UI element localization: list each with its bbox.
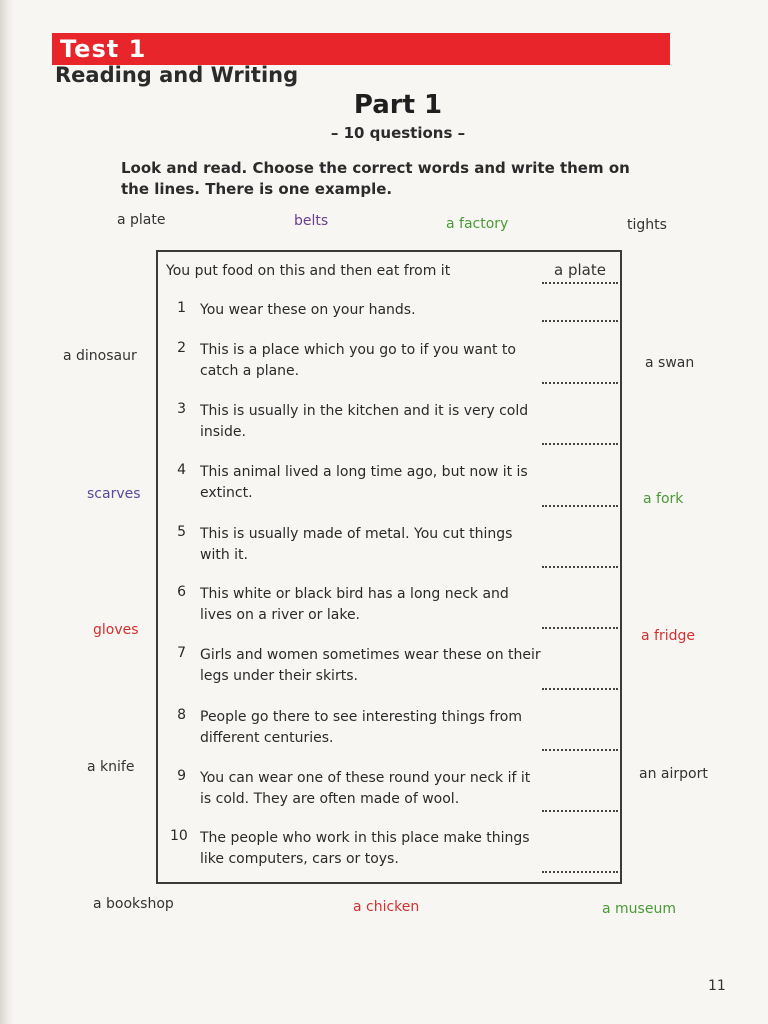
- question-text: You can wear one of these round your neck if it is cold. They are often made of wool.: [200, 770, 531, 807]
- word-bank-item: a swan: [645, 355, 695, 371]
- word-bank-item: scarves: [87, 486, 141, 502]
- question-number: 2: [177, 340, 186, 356]
- word-bank-item: tights: [627, 217, 667, 233]
- questions-box: [156, 250, 622, 884]
- question-text: People go there to see interesting things from different centuries.: [200, 709, 522, 746]
- answer-line[interactable]: [542, 566, 618, 568]
- question-text: This is usually in the kitchen and it is very cold inside.: [200, 403, 529, 440]
- answer-line[interactable]: [542, 443, 618, 445]
- answer-line[interactable]: [542, 749, 618, 751]
- word-bank-item: a knife: [87, 759, 135, 775]
- word-bank-item: a chicken: [353, 899, 420, 915]
- word-bank-item: a plate: [117, 212, 166, 228]
- answer-line[interactable]: [542, 627, 618, 629]
- question-number: 10: [170, 828, 188, 844]
- test-label: Test 1: [60, 35, 147, 63]
- answer-line[interactable]: [542, 871, 618, 873]
- question-number: 8: [177, 707, 186, 723]
- answer-line[interactable]: [542, 382, 618, 384]
- word-bank-item: a bookshop: [93, 896, 174, 912]
- answer-line[interactable]: [542, 505, 618, 507]
- word-bank-item: a factory: [446, 216, 509, 232]
- question-number: 3: [177, 401, 186, 417]
- section-title: Reading and Writing: [55, 63, 299, 87]
- word-bank-item: belts: [294, 213, 329, 229]
- test-banner: [52, 33, 670, 65]
- word-bank-item: a dinosaur: [63, 348, 137, 364]
- question-text: This is usually made of metal. You cut things with it.: [200, 526, 513, 563]
- question-text: You wear these on your hands.: [200, 302, 416, 318]
- question-number: 9: [177, 768, 186, 784]
- word-bank-item: a museum: [602, 901, 676, 917]
- page-edge: [0, 0, 14, 1024]
- question-number: 7: [177, 645, 186, 661]
- instructions: Look and read. Choose the correct words and write them on the lines. There is one example.: [121, 159, 630, 198]
- question-number: 4: [177, 462, 186, 478]
- question-number: 6: [177, 584, 186, 600]
- word-bank-item: a fork: [643, 491, 684, 507]
- part-title: Part 1: [353, 90, 443, 120]
- page-number: 11: [708, 978, 726, 994]
- word-bank-item: a fridge: [641, 628, 695, 644]
- word-bank-item: an airport: [639, 766, 708, 782]
- question-text: This white or black bird has a long neck and lives on a river or lake.: [200, 586, 509, 623]
- answer-line[interactable]: [542, 320, 618, 322]
- word-bank-item: gloves: [93, 622, 139, 638]
- question-number: 1: [177, 300, 186, 316]
- question-number: 5: [177, 524, 186, 540]
- question-text: This is a place which you go to if you want to catch a plane.: [200, 342, 516, 379]
- example-text: You put food on this and then eat from it: [166, 263, 451, 279]
- answer-line[interactable]: [542, 810, 618, 812]
- question-text: Girls and women sometimes wear these on their legs under their skirts.: [200, 647, 541, 684]
- example-answer: a plate: [554, 261, 606, 279]
- answer-line[interactable]: [542, 282, 618, 284]
- answer-line[interactable]: [542, 688, 618, 690]
- part-subtitle: – 10 questions –: [330, 124, 466, 142]
- question-text: The people who work in this place make things like computers, cars or toys.: [200, 830, 530, 867]
- question-text: This animal lived a long time ago, but now it is extinct.: [200, 464, 528, 501]
